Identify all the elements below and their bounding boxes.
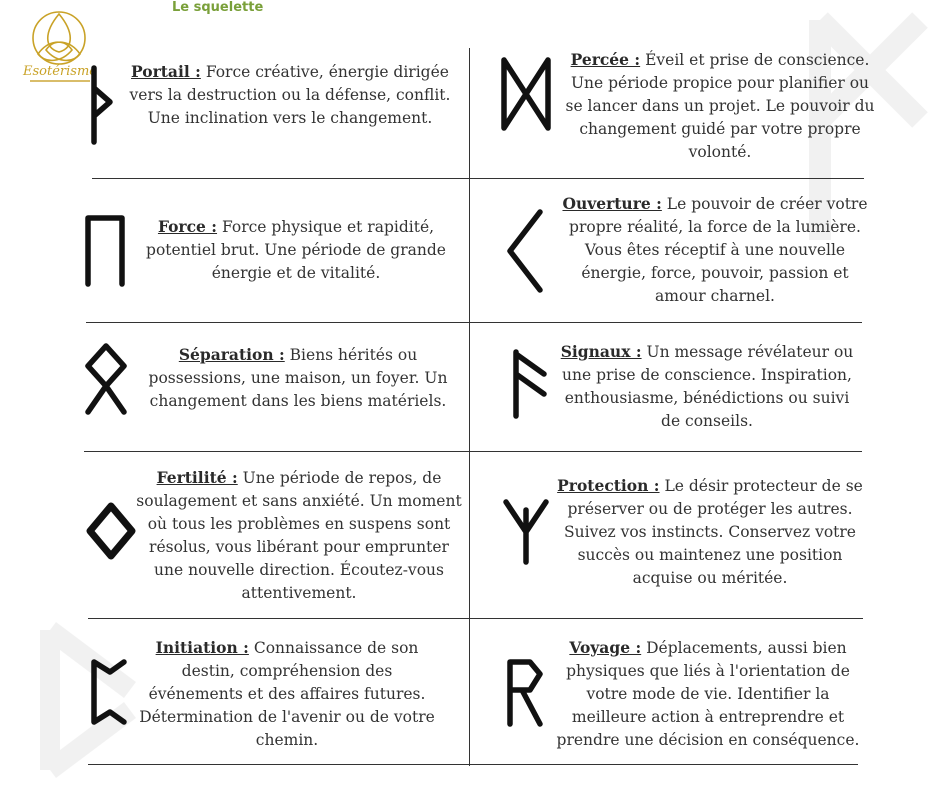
row-divider: [84, 451, 862, 452]
rune-text-separation: Séparation : Biens hérités ou possessions, une maison, un foyer. Un changement dans les biens matériels.: [148, 345, 448, 410]
row-divider: [92, 178, 864, 179]
rune-text-initiation: Initiation : Connaissance de son destin, compréhension des événements et des affaires futures. Détermination de l'avenir ou de votre chemin.: [139, 638, 435, 749]
rune-kenaz-icon: [500, 206, 550, 296]
rune-ansuz-icon: [506, 348, 554, 420]
rune-thurisaz-icon: [80, 64, 120, 146]
rune-text-signaux: Signaux : Un message révélateur ou une prise de conscience. Inspiration, enthousiasme, bénédictions ou suivi de conseils.: [560, 342, 854, 430]
rune-othala-icon: [80, 342, 132, 416]
row-divider: [88, 618, 863, 619]
logo-text: Esotérisme: [23, 64, 97, 79]
rune-text-force: Force : Force physique et rapidité, potentiel brut. Une période de grande énergie et de vitalité.: [146, 217, 446, 282]
header-label: Le squelette: [172, 0, 264, 15]
center-divider: [469, 48, 470, 766]
rune-text-percee: Percée : Éveil et prise de conscience. Une période propice pour planifier ou se lancer dans un projet. Le pouvoir du changement guidé par votre propre volonté.: [565, 50, 875, 161]
rune-text-protection: Protection : Le désir protecteur de se préserver ou de protéger les autres. Suivez vos instincts. Conservez votre succès ou maintenez une position acquise ou méritée.: [557, 476, 863, 587]
row-divider: [86, 322, 862, 323]
rune-text-portail: Portail : Force créative, énergie dirigée vers la destruction ou la défense, conflit. Une inclination vers le changement.: [129, 62, 451, 127]
rune-uruz-icon: [80, 212, 130, 288]
rune-perthro-icon: [84, 656, 134, 728]
rune-dagaz-icon: [496, 56, 556, 132]
rune-raidho-icon: [500, 656, 548, 730]
rune-text-ouverture: Ouverture : Le pouvoir de créer votre propre réalité, la force de la lumière. Vous êtes réceptif à une nouvelle énergie, force, pouvoir, passion et amour charnel.: [562, 194, 868, 305]
row-divider: [88, 764, 858, 765]
rune-algiz-icon: [498, 496, 554, 566]
rune-text-voyage: Voyage : Déplacements, aussi bien physiques que liés à l'orientation de votre mode de vie. Identifier la meilleure action à entreprendre et prendre une décision en conséquence.: [556, 638, 860, 749]
rune-ingwaz-icon: [84, 500, 138, 562]
rune-text-fertilite: Fertilité : Une période de repos, de soulagement et sans anxiété. Un moment où tous les problèmes en suspens sont résolus, vous libérant pour emprunter une nouvelle direction. Écoutez-vous attentivement.: [136, 468, 462, 602]
